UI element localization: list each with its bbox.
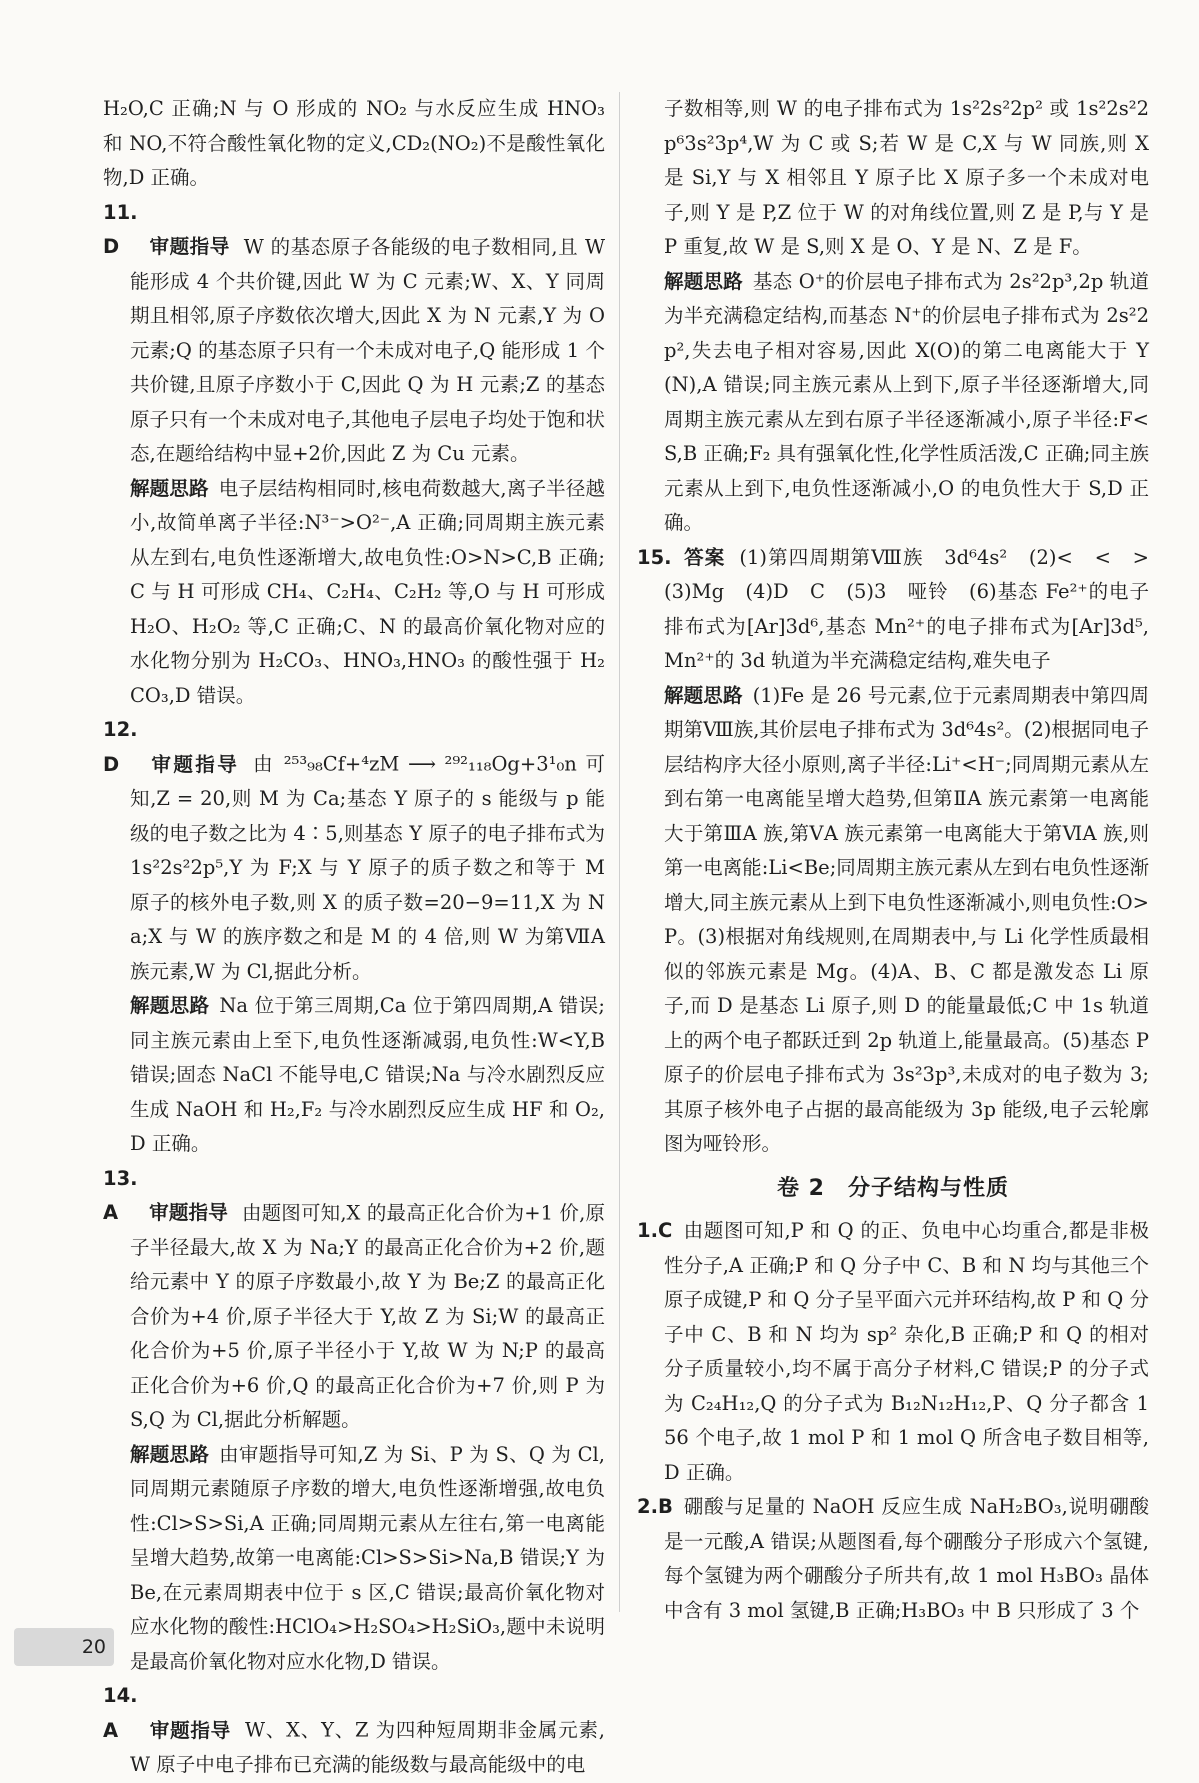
question-13-tag: 审题指导 [149,1201,228,1224]
left-column [103,92,605,1783]
question-14-tag: 审题指导 [149,1718,231,1742]
question-13-solution-text: 由审题指导可知,Z 为 Si、P 为 S、Q 为 Cl,同周期元素随原子序数的增大,电负性逐渐增强,故电负性:Cl>S>Si,A 正确;同周期元素从左往右,第一电离能呈增大趋势,故第一电离能:Cl>S>Si>Na,B 错误;Y 为 Be,在元素周期表中位于 s 区,C 错误;最高价氧化物对应水化物的酸性:HClO₄>H₂SO₄>H₂SiO₃,题中未说明是最高价氧化物对应水化物,D 错误。 [130,1442,605,1673]
section2-question-2-text: 硼酸与足量的 NaOH 反应生成 NaH₂BO₃,说明硼酸是一元酸,A 错误;从题图看,每个硼酸分子形成六个氢键,每个氢键为两个硼酸分子所共有,故 1 mol H₃BO₃ 晶体中含有 3 mol 氢键,B 正确;H₃BO₃ 中 B 只形成了 3 个 [664,1495,1149,1622]
question-15 [637,541,1169,679]
question-15-solution [637,679,1149,1162]
section2-question-2-number: 2.B [637,1495,673,1518]
left-continuation-text: H₂O,C 正确;N 与 O 形成的 NO₂ 与水反应生成 HNO₃ 和 NO,不符合酸性氧化物的定义,CD₂(NO₂)不是酸性氧化物,D 正确。 [103,97,605,189]
question-13-solution-label: 解题思路 [130,1442,210,1466]
question-14 [103,1679,605,1783]
question-15-number: 15. [637,545,672,569]
question-14-number: 14.A [103,1684,138,1742]
question-12 [103,713,605,989]
question-13-solution [103,1438,605,1680]
right-continuation-text: 子数相等,则 W 的电子排布式为 1s²2s²2p² 或 1s²2s²2p⁶3s²3p⁴,W 为 C 或 S;若 W 是 C,X 与 W 同族,则 X 是 Si,Y 与 X 相邻且 Y 原子比 X 原子多一个未成对电子,则 Y 是 P,Z 位于 W 的对角线位置,则 Z 是 P,与 Y 是 P 重复,故 W 是 S,则 X 是 O、Y 是 N、Z 是 F。 [664,97,1149,258]
question-14-text: W、X、Y、Z 为四种短周期非金属元素,W 原子中电子排布已充满的能级数与最高能级中的电 [130,1718,605,1776]
question-13-text: 由题图可知,X 的最高正化合价为+1 价,原子半径最大,故 X 为 Na;Y 的最高正化合价为+2 价,题给元素中 Y 的原子序数最小,故 Y 为 Be;Z 的最高正化合价为+4 价,原子半径大于 Y,故 Z 为 Si;W 的最高正化合价为+5 价,原子半径小于 Y,故 W 为 N;P 的最高正化合价为+6 价,Q 的最高正化合价为+7 价,则 P 为 S,Q 为 Cl,据此分析解题。 [130,1201,605,1431]
question-12-text: 由 ²⁵³₉₈Cf+⁴zM ⟶ ²⁹²₁₁₈Og+3¹₀n 可知,Z = 20,则 M 为 Ca;基态 Y 原子的 s 能级与 p 能级的电子数之比为 4∶5,则基态 Y 原子的电子排布式为 1s²2s²2p⁵,Y 为 F;X 与 Y 原子的质子数之和等于 M 原子的核外电子数,则 X 的质子数=20−9=11,X 为 Na;X 与 W 的族序数之和是 M 的 4 倍,则 W 为第ⅦA 族元素,W 为 Cl,据此分析。 [130,752,605,983]
question-12-solution [103,989,605,1162]
section-title: 卷 2 分子结构与性质 [777,1175,1009,1201]
question-11-text: W 的基态原子各能级的电子数相同,且 W 能形成 4 个共价键,因此 W 为 C 元素;W、X、Y 同周期且相邻,原子序数依次增大,因此 X 为 N 元素,Y 为 O 元素;Q 的基态原子只有一个未成对电子,Q 能形成 1 个共价键,且原子序数小于 C,因此 Q 为 H 元素;Z 的基态原子只有一个未成对电子,其他电子层电子均处于饱和状态,在题给结构中显+2价,因此 Z 为 Cu 元素。 [130,235,605,465]
question-11-solution [103,472,605,714]
question-11 [103,196,605,472]
question-15-solution-text: (1)Fe 是 26 号元素,位于元素周期表中第四周期第Ⅷ族,其价层电子排布式为 3d⁶4s²。(2)根据同电子层结构序大径小原则,离子半径:Li⁺<H⁻;同周期元素从左到右第一电离能呈增大趋势,但第ⅡA 族元素第一电离能大于第ⅢA 族,第ⅤA 族元素第一电离能大于第ⅥA 族,则第一电离能:Li<Be;同周期主族元素从左到右电负性逐渐增大,同主族元素从上到下电负性逐渐减小,则电负性:O>P。(3)根据对角线规则,在周期表中,与 Li 化学性质最相似的邻族元素是 Mg。(4)A、B、C 都是激发态 Li 原子,而 D 是基态 Li 原子,则 D 的能量最低;C 中 1s 轨道上的两个电子都跃迁到 2p 轨道上,能量最高。(5)基态 P 原子的价层电子排布式为 3s²3p³,未成对的电子数为 3;其原子核外电子占据的最高能级为 3p 能级,电子云轮廓图为哑铃形。 [664,683,1149,1155]
question-14-solution [637,265,1149,541]
question-15-answer: (1)第四周期第Ⅷ族 3d⁶4s² (2)< < > (3)Mg (4)D C (5)3 哑铃 (6)基态 Fe²⁺的电子排布式为[Ar]3d⁶,基态 Mn²⁺的电子排布式为[Ar]3d⁵,Mn²⁺的 3d 轨道为半充满稳定结构,难失电子 [664,545,1169,672]
question-12-solution-text: Na 位于第三周期,Ca 位于第四周期,A 错误;同主族元素由上至下,电负性逐渐减弱,电负性:W<Y,B 错误;固态 NaCl 不能导电,C 错误;Na 与冷水剧烈反应生成 NaOH 和 H₂,F₂ 与冷水剧烈反应生成 HF 和 O₂,D 正确。 [130,994,605,1155]
question-15-solution-label: 解题思路 [664,683,743,707]
question-12-number: 12.D [103,718,138,776]
question-12-solution-label: 解题思路 [130,994,210,1017]
question-11-number: 11.D [103,200,138,258]
question-13 [103,1162,605,1438]
section2-question-2 [637,1490,1149,1628]
question-14-solution-label: 解题思路 [664,269,743,293]
question-14-solution-text: 基态 O⁺的价层电子排布式为 2s²2p³,2p 轨道为半充满稳定结构,而基态 N⁺的价层电子排布式为 2s²2p²,失去电子相对容易,因此 X(O)的第二电离能大于 Y(N),A 错误;同主族元素从上到下,原子半径逐渐增大,同周期主族元素从左到右原子半径逐渐减小,原子半径:F<S,B 正确;F₂ 具有强氧化性,化学性质活泼,C 正确;同主族元素从上到下,电负性逐渐减小,O 的电负性大于 S,D 正确。 [664,269,1149,534]
question-13-number: 13.A [103,1166,138,1224]
section2-question-1-number: 1.C [637,1219,673,1242]
question-11-solution-label: 解题思路 [130,476,209,500]
section2-question-1 [637,1214,1149,1490]
question-15-tag: 答案 [683,545,726,569]
section2-question-1-text: 由题图可知,P 和 Q 的正、负电中心均重合,都是非极性分子,A 正确;P 和 Q 分子中 C、B 和 N 均与其他三个原子成键,P 和 Q 分子呈平面六元并环结构,故 P 和 Q 分子中 C、B 和 N 均为 sp² 杂化,B 正确;P 和 Q 的相对分子质量较小,均不属于高分子材料,C 错误;P 的分子式为 C₂₄H₁₂,Q 的分子式为 B₁₂N₁₂H₁₂,P、Q 分子都含 156 个电子,故 1 mol P 和 1 mol Q 所含电子数目相等,D 正确。 [664,1219,1149,1484]
page-number: 20 [14,1628,114,1666]
question-11-tag: 审题指导 [149,235,230,258]
column-divider [619,92,620,1612]
question-12-tag: 审题指导 [149,752,240,776]
question-11-solution-text: 电子层结构相同时,核电荷数越大,离子半径越小,故简单离子半径:N³⁻>O²⁻,A 正确;同周期主族元素从左到右,电负性逐渐增大,故电负性:O>N>C,B 正确;C 与 H 可形成 CH₄、C₂H₄、C₂H₂ 等,O 与 H 可形成 H₂O、H₂O₂ 等,C 正确;C、N 的最高价氧化物对应的水化物分别为 H₂CO₃、HNO₃,HNO₃ 的酸性强于 H₂CO₃,D 错误。 [130,476,605,707]
right-column [637,92,1169,1628]
